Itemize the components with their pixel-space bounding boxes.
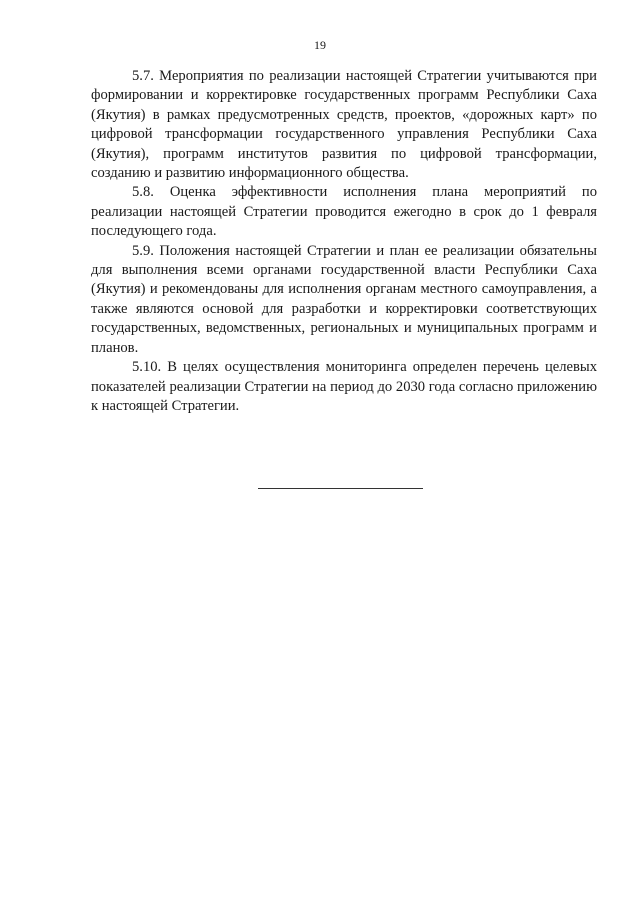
paragraph-5-8: 5.8. Оценка эффективности исполнения плана мероприятий по реализации настоящей Стратегии проводится ежегодно в срок до 1 февраля последующего года. xyxy=(91,184,597,240)
end-divider-line xyxy=(258,488,423,489)
paragraph-5-9: 5.9. Положения настоящей Стратегии и план ее реализации обязательны для выполнения всеми органами государственной власти Республики Саха (Якутия) и рекомендованы для исполнения органам местного самоуправления, а также являются основой для разработки и корректировки соответствующих государственных, ведомственных, региональных и муниципальных программ и планов. xyxy=(91,242,597,356)
document-body xyxy=(91,67,597,416)
paragraph-5-10: 5.10. В целях осуществления мониторинга определен перечень целевых показателей реализации Стратегии на период до 2030 года согласно приложению к настоящей Стратегии. xyxy=(91,359,597,414)
page-number: 19 xyxy=(314,38,326,52)
paragraph-5-7: 5.7. Мероприятия по реализации настоящей Стратегии учитываются при формировании и корректировке государственных программ Республики Саха (Якутия) в рамках предусмотренных средств, проектов, «дорожных карт» по цифровой трансформации государственного управления Республики Саха (Якутия), программ институтов развития по цифровой трансформации, созданию и развитию информационного общества. xyxy=(91,68,597,182)
